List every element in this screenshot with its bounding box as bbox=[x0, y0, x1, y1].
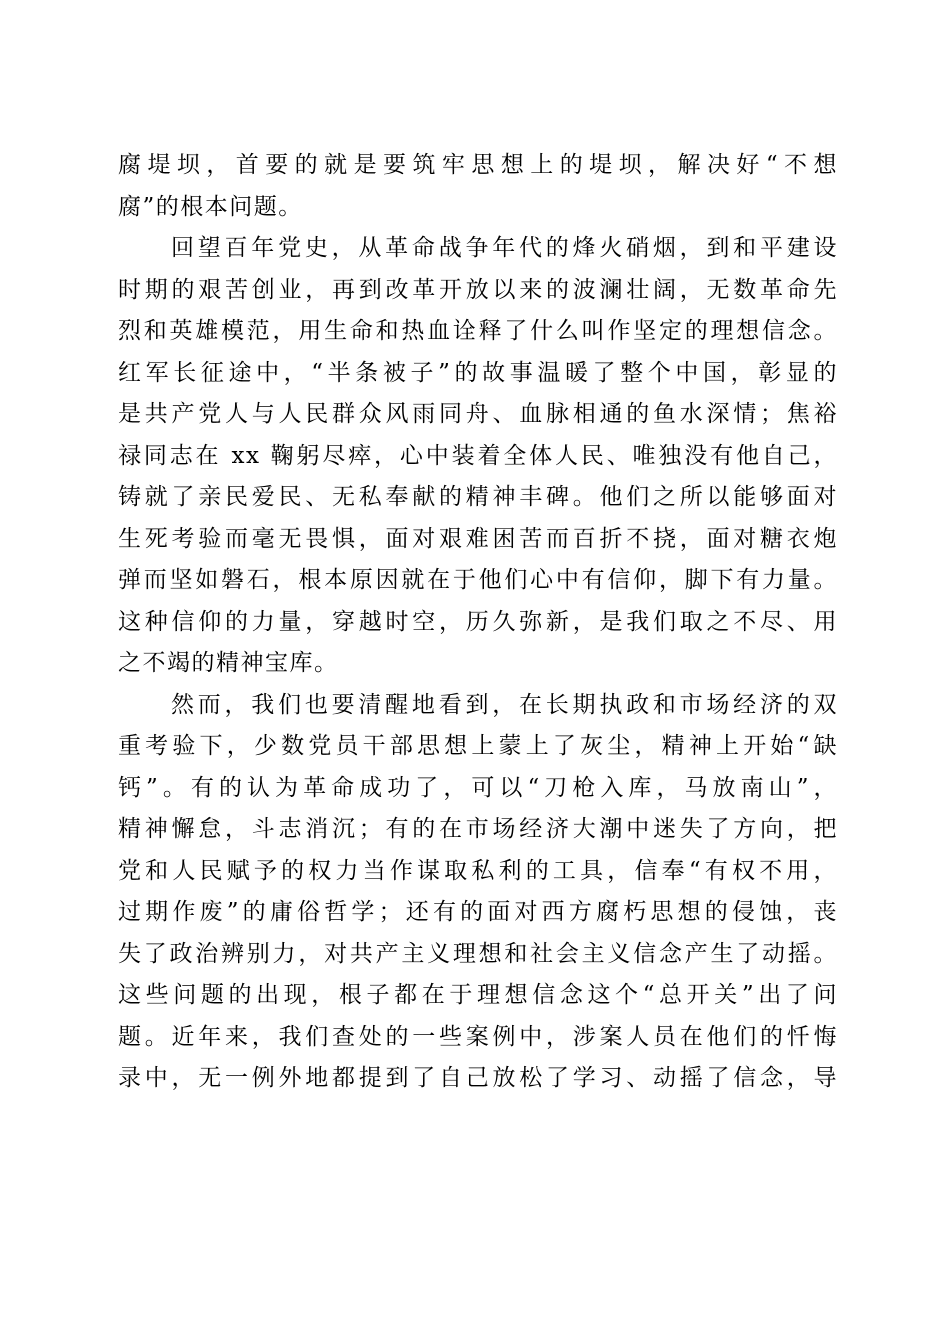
text-line: 腐”的根本问题。 bbox=[118, 193, 303, 220]
text-line: 题。近年来，我们查处的一些案例中，涉案人员在他们的忏悔 bbox=[118, 1023, 838, 1050]
text-line: 这种信仰的力量，穿越时空，历久弥新，是我们取之不尽、用 bbox=[118, 608, 838, 635]
text-line: 生死考验而毫无畏惧，面对艰难困苦而百折不挠，面对糖衣炮 bbox=[118, 525, 838, 552]
text-line: 时期的艰苦创业，再到改革开放以来的波澜壮阔，无数革命先 bbox=[118, 276, 838, 303]
text-line: 之不竭的精神宝库。 bbox=[118, 650, 339, 676]
text-line: 钙”。有的认为革命成功了，可以“刀枪入库，马放南山”， bbox=[118, 774, 838, 801]
text-line: 过期作废”的庸俗哲学；还有的面对西方腐朽思想的侵蚀，丧 bbox=[118, 899, 838, 925]
text-line: 党和人民赋予的权力当作谋取私利的工具，信奉“有权不用， bbox=[118, 857, 838, 884]
text-line: 重考验下，少数党员干部思想上蒙上了灰尘，精神上开始“缺 bbox=[118, 733, 838, 759]
text-line: 这些问题的出现，根子都在于理想信念这个“总开关”出了问 bbox=[118, 982, 838, 1008]
text-line: 回望百年党史，从革命战争年代的烽火硝烟，到和平建设 bbox=[171, 235, 838, 261]
text-line: 弹而坚如磐石，根本原因就在于他们心中有信仰，脚下有力量。 bbox=[118, 567, 838, 593]
text-line: 录中，无一例外地都提到了自己放松了学习、动摇了信念，导 bbox=[118, 1065, 838, 1091]
paragraph bbox=[118, 685, 838, 1100]
paragraph bbox=[118, 228, 838, 685]
text-line: 铸就了亲民爱民、无私奉献的精神丰碑。他们之所以能够面对 bbox=[118, 484, 838, 510]
text-line: 腐堤坝，首要的就是要筑牢思想上的堤坝，解决好“不想 bbox=[118, 152, 838, 178]
text-line: 然而，我们也要清醒地看到，在长期执政和市场经济的双 bbox=[171, 691, 838, 718]
text-line: 失了政治辨别力，对共产主义理想和社会主义信念产生了动摇。 bbox=[118, 940, 838, 967]
text-line: 烈和英雄模范，用生命和热血诠释了什么叫作坚定的理想信念。 bbox=[118, 318, 838, 344]
body-text bbox=[118, 145, 838, 1100]
text-line: 禄同志在 xx 鞠躬尽瘁，心中装着全体人民、唯独没有他自己， bbox=[118, 442, 838, 469]
text-line: 精神懈怠，斗志消沉；有的在市场经济大潮中迷失了方向，把 bbox=[118, 816, 838, 842]
paragraph bbox=[118, 145, 838, 228]
text-line: 红军长征途中，“半条被子”的故事温暖了整个中国，彰显的 bbox=[118, 359, 838, 386]
text-line: 是共产党人与人民群众风雨同舟、血脉相通的鱼水深情；焦裕 bbox=[118, 401, 838, 427]
